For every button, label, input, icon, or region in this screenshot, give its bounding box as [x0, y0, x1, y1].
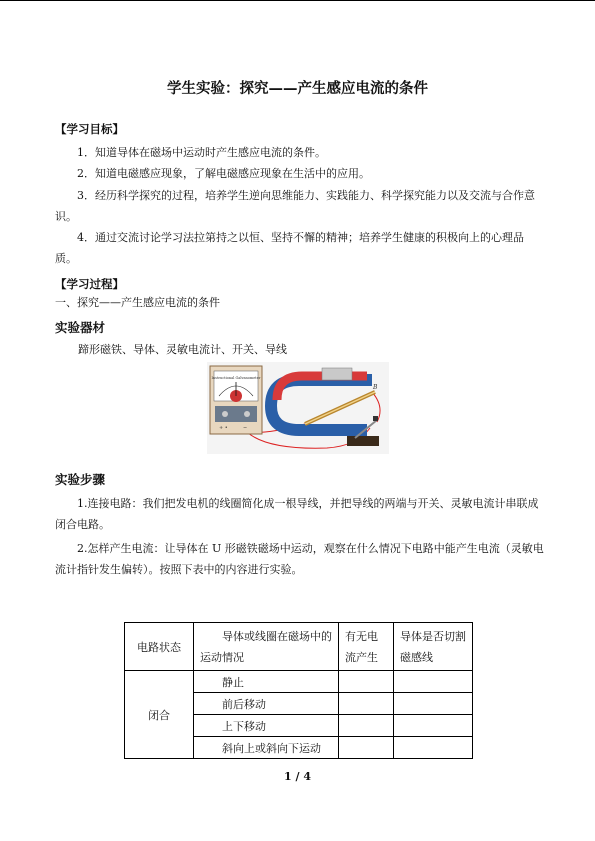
experiment-table [124, 622, 473, 759]
step-1: 1.连接电路：我们把发电机的线圈简化成一根导线，并把导线的两端与开关、灵敏电流计串联成闭合电路。 [55, 497, 539, 531]
svg-text:−: − [243, 425, 248, 431]
motion-cell: 斜向上或斜向下运动 [194, 737, 339, 759]
meter-label: Instructional Galvanometer [211, 376, 261, 380]
header-cutting: 导体是否切割磁感线 [394, 623, 473, 671]
cutting-cell[interactable] [394, 671, 473, 693]
circuit-state-closed: 闭合 [125, 671, 194, 759]
equipment-text: 蹄形磁铁、导体、灵敏电流计、开关、导线 [78, 343, 287, 356]
current-cell[interactable] [339, 693, 394, 715]
table-header-row [125, 623, 473, 671]
cutting-cell[interactable] [394, 715, 473, 737]
header-current: 有无电流产生 [339, 623, 394, 671]
apparatus-figure [207, 362, 389, 454]
objective-3: 3．经历科学探究的过程，培养学生逆向思维能力、实践能力、科学探究能力以及交流与合作意识。 [55, 189, 535, 223]
equipment-heading: 实验器材 [55, 320, 106, 335]
motion-cell: 上下移动 [194, 715, 339, 737]
table-row [125, 671, 473, 693]
galvanometer [210, 366, 262, 434]
steps-heading: 实验步骤 [55, 472, 106, 487]
current-cell[interactable] [339, 715, 394, 737]
page-number: 1 / 4 [284, 770, 311, 783]
conductor-label: B [373, 384, 378, 391]
header-motion: 导体或线圈在磁场中的运动情况 [194, 623, 339, 671]
process-heading: 【学习过程】 [55, 277, 124, 291]
motion-cell: 静止 [194, 671, 339, 693]
current-cell[interactable] [339, 671, 394, 693]
cutting-cell[interactable] [394, 737, 473, 759]
objectives-heading: 【学习目标】 [55, 122, 124, 136]
cutting-cell[interactable] [394, 693, 473, 715]
objective-2: 2．知道电磁感应现象，了解电磁感应现象在生活中的应用。 [77, 167, 370, 180]
objective-1: 1．知道导体在磁场中运动时产生感应电流的条件。 [77, 146, 326, 159]
current-cell[interactable] [339, 737, 394, 759]
svg-text:+ •: + • [219, 425, 228, 431]
section-1-title: 一、探究——产生感应电流的条件 [55, 296, 220, 309]
header-circuit-state: 电路状态 [125, 623, 194, 671]
step-2: 2.怎样产生电流：让导体在 U 形磁铁磁场中运动，观察在什么情况下电路中能产生电流（灵敏电流计指针发生偏转）。按照下表中的内容进行实验。 [55, 542, 544, 576]
document-title: 学生实验：探究——产生感应电流的条件 [167, 81, 428, 97]
motion-cell: 前后移动 [194, 693, 339, 715]
page-top-border [0, 0, 595, 1]
objective-4: 4．通过交流讨论学习法拉第持之以恒、坚持不懈的精神；培养学生健康的积极向上的心理品质。 [55, 231, 524, 265]
